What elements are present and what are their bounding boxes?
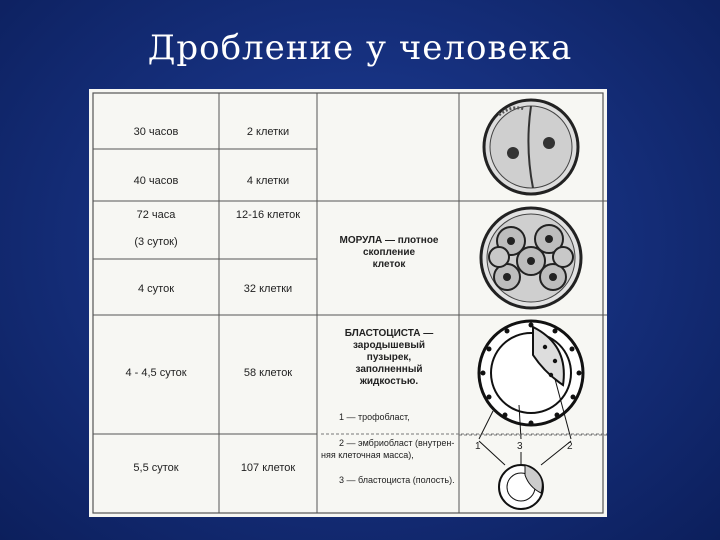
- row-cell-count: 32 клетки: [243, 283, 293, 295]
- blastocyst-line: зародышевый: [352, 340, 426, 351]
- morula-line: скопление: [362, 247, 416, 258]
- label-1: 1: [475, 441, 481, 452]
- row-time-note: (3 суток): [134, 236, 178, 248]
- row-time: 4 суток: [137, 283, 175, 295]
- row-time: 40 часов: [133, 175, 179, 187]
- legend-line: няя клеточная масса),: [321, 450, 414, 460]
- blastocyst-image: [459, 315, 607, 515]
- legend-line: 1 — трофобласт,: [339, 412, 410, 422]
- legend-line: 2 — эмбриобласт (внутрен-: [339, 438, 455, 448]
- row-cell-count: 107 клеток: [240, 462, 296, 474]
- row-cell-count: 4 клетки: [246, 175, 290, 187]
- two-cell-embryo-image: [459, 93, 603, 201]
- row-time: 30 часов: [133, 126, 179, 138]
- morula-image: [459, 201, 603, 315]
- blastocyst-line: пузырек,: [366, 352, 412, 363]
- blastocyst-line: жидкостью.: [359, 376, 419, 387]
- row-cell-count: 2 клетки: [246, 126, 290, 138]
- label-3: 3: [517, 441, 523, 452]
- morula-line: МОРУЛА — плотное: [339, 235, 439, 246]
- row-cell-count: 12-16 клеток: [235, 209, 301, 221]
- blastocyst-line: БЛАСТОЦИСТА —: [344, 328, 434, 339]
- row-time: 5,5 суток: [133, 462, 179, 474]
- row-time: 4 - 4,5 суток: [125, 367, 187, 379]
- blastocyst-line: заполненный: [355, 364, 423, 375]
- slide-title: Дробление у человека: [147, 28, 573, 68]
- legend-line: 3 — бластоциста (полость).: [339, 475, 455, 485]
- label-2: 2: [567, 441, 573, 452]
- row-cell-count: 58 клеток: [243, 367, 293, 379]
- morula-line: клеток: [372, 259, 406, 270]
- row-time: 72 часа: [136, 209, 176, 221]
- table-sheet: [89, 89, 607, 517]
